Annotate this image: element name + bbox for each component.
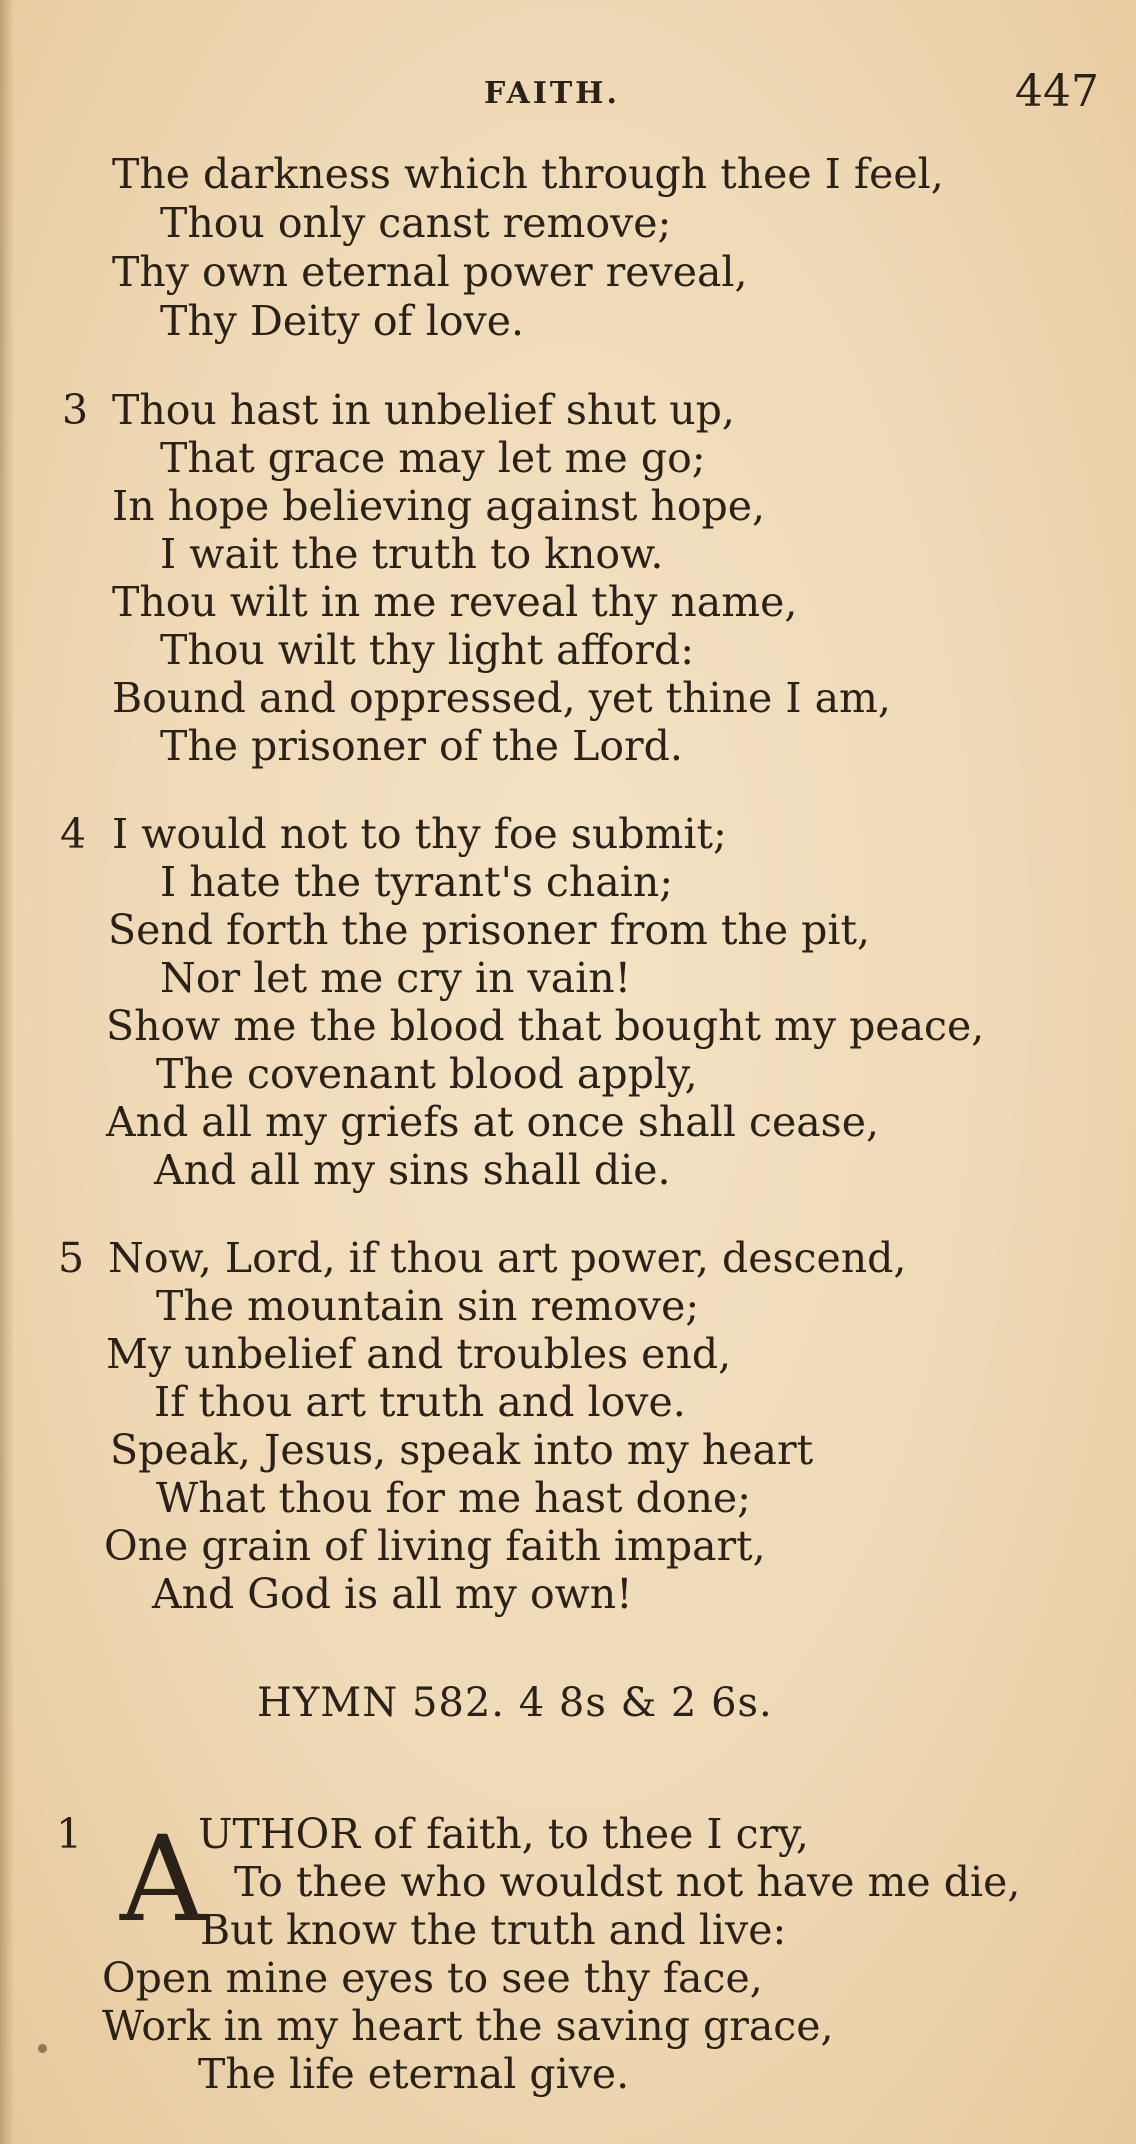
verse-line: Thou hast in unbelief shut up, [112, 386, 735, 434]
verse-line: The prisoner of the Lord. [160, 722, 683, 770]
stanza-number: 4 [60, 810, 87, 858]
verse-line: Thou wilt thy light afford: [160, 626, 695, 674]
verse-line: Send forth the prisoner from the pit, [108, 906, 870, 954]
verse-line: And God is all my own! [152, 1570, 633, 1618]
verse-line: Work in my heart the saving grace, [102, 2002, 834, 2050]
verse-line: Thy own eternal power reveal, [112, 248, 748, 296]
verse-line: The covenant blood apply, [156, 1050, 698, 1098]
verse-line: Show me the blood that bought my peace, [106, 1002, 985, 1050]
verse-line: Thy Deity of love. [160, 297, 525, 345]
verse-line: I hate the tyrant's chain; [160, 858, 674, 906]
verse-line: UTHOR of faith, to thee I cry, [198, 1810, 809, 1858]
verse-line: Thou wilt in me reveal thy name, [112, 578, 798, 626]
verse-line: Now, Lord, if thou art power, descend, [108, 1234, 907, 1282]
verse-line: And all my griefs at once shall cease, [106, 1098, 879, 1146]
verse-line: The darkness which through thee I feel, [112, 150, 944, 198]
verse-line: I wait the truth to know. [160, 530, 664, 578]
verse-line: To thee who wouldst not have me die, [234, 1858, 1021, 1906]
stanza-number: 3 [62, 386, 89, 434]
verse-line: My unbelief and troubles end, [106, 1330, 732, 1378]
verse-line: Bound and oppressed, yet thine I am, [112, 674, 891, 722]
page-number: 447 [1015, 66, 1099, 117]
page-edge-shadow [0, 0, 14, 2144]
verse-line: The life eternal give. [198, 2050, 630, 2098]
verse-line: In hope believing against hope, [112, 482, 766, 530]
verse-line: But know the truth and live: [200, 1906, 787, 1954]
verse-line: That grace may let me go; [160, 434, 706, 482]
drop-cap: A [120, 1810, 206, 1948]
verse-line: Nor let me cry in vain! [160, 954, 632, 1002]
hymn-heading: HYMN 582. 4 8s & 2 6s. [257, 1680, 773, 1726]
verse-line: If thou art truth and love. [154, 1378, 686, 1426]
verse-line: One grain of living faith impart, [104, 1522, 766, 1570]
page-header [0, 66, 1136, 116]
verse-line: Open mine eyes to see thy face, [102, 1954, 763, 2002]
verse-line: And all my sins shall die. [154, 1146, 671, 1194]
verse-line: The mountain sin remove; [156, 1282, 700, 1330]
verse-line: What thou for me hast done; [156, 1474, 751, 1522]
verse-line: I would not to thy foe submit; [112, 810, 727, 858]
verse-line: Speak, Jesus, speak into my heart [110, 1426, 814, 1474]
stanza-number: 5 [58, 1234, 85, 1282]
ink-speck [38, 2044, 47, 2053]
verse-line: Thou only canst remove; [160, 199, 672, 247]
stanza-number: 1 [56, 1810, 83, 1858]
running-title: FAITH. [484, 76, 620, 111]
